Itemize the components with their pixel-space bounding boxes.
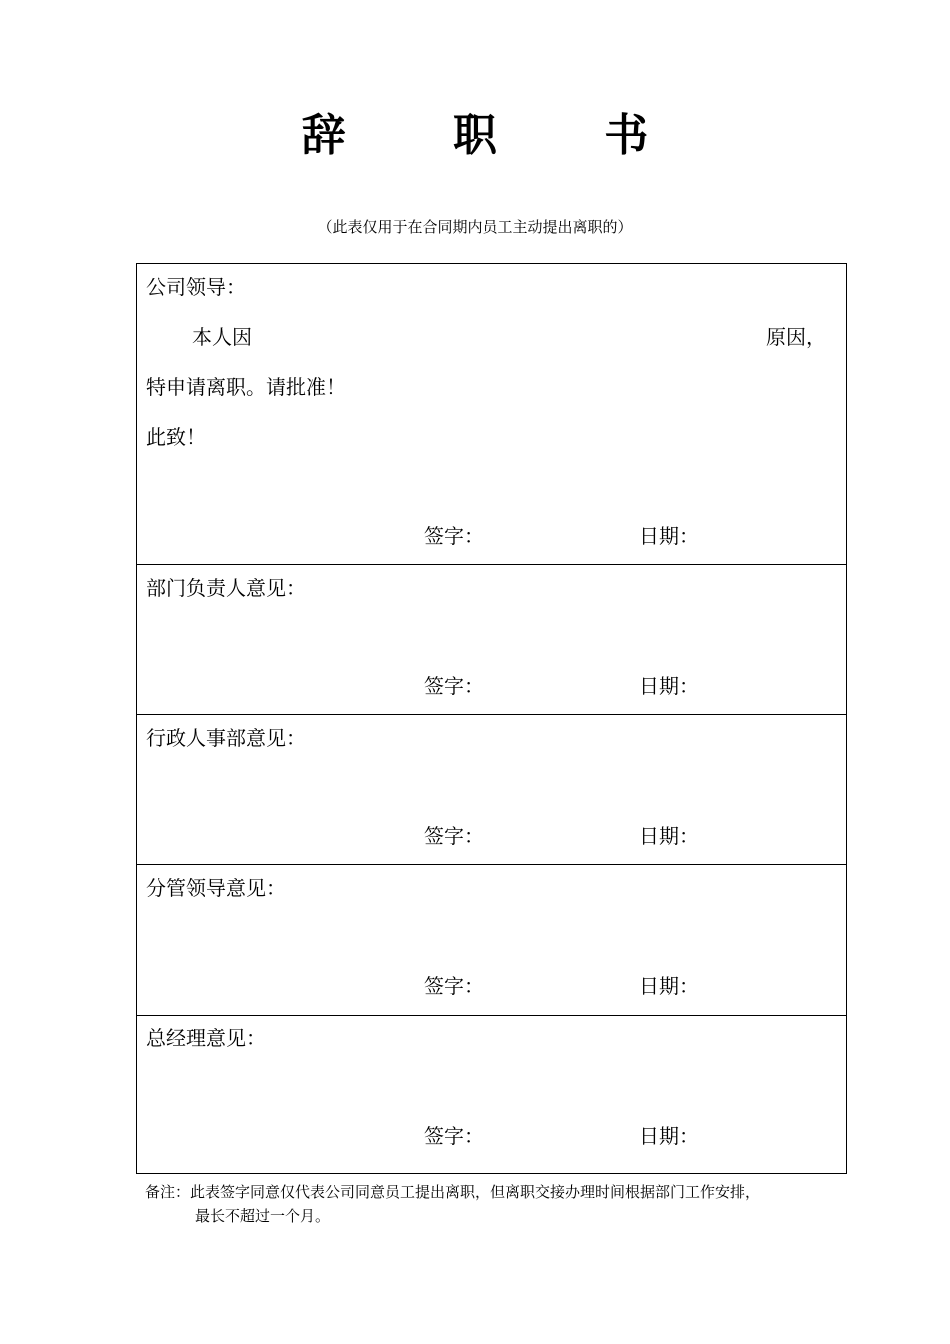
- sign-label: 签字：: [424, 1124, 484, 1148]
- date-label: 日期：: [639, 674, 699, 698]
- dept-head-section: [137, 564, 846, 714]
- reason-suffix: 原因，: [766, 325, 826, 349]
- date-label: 日期：: [639, 824, 699, 848]
- resignation-form: [136, 263, 847, 1174]
- date-label: 日期：: [639, 1124, 699, 1148]
- sign-label: 签字：: [424, 974, 484, 998]
- closing-text: 此致！: [146, 425, 206, 449]
- sign-label: 签字：: [424, 524, 484, 548]
- document-title: 辞 职 书: [301, 110, 695, 161]
- date-label: 日期：: [639, 974, 699, 998]
- supervisor-section: [137, 864, 846, 1015]
- date-label: 日期：: [639, 524, 699, 548]
- letter-section: [137, 264, 846, 564]
- sign-label: 签字：: [424, 824, 484, 848]
- gm-section: [137, 1015, 846, 1175]
- section-label: 总经理意见：: [146, 1026, 266, 1050]
- document-subtitle: （此表仅用于在合同期内员工主动提出离职的）: [317, 218, 633, 236]
- section-label: 行政人事部意见：: [146, 726, 306, 750]
- request-text: 特申请离职。请批准！: [146, 375, 346, 399]
- footnote-line-2: 最长不超过一个月。: [195, 1207, 331, 1225]
- footnote-line-1: 备注：此表签字同意仅代表公司同意员工提出离职，但离职交接办理时间根据部门工作安排，: [145, 1183, 761, 1201]
- sign-label: 签字：: [424, 674, 484, 698]
- reason-prefix: 本人因: [192, 325, 252, 349]
- section-label: 部门负责人意见：: [146, 576, 306, 600]
- hr-section: [137, 714, 846, 864]
- footnote: [145, 1180, 760, 1228]
- salutation: 公司领导：: [146, 275, 246, 299]
- section-label: 分管领导意见：: [146, 876, 286, 900]
